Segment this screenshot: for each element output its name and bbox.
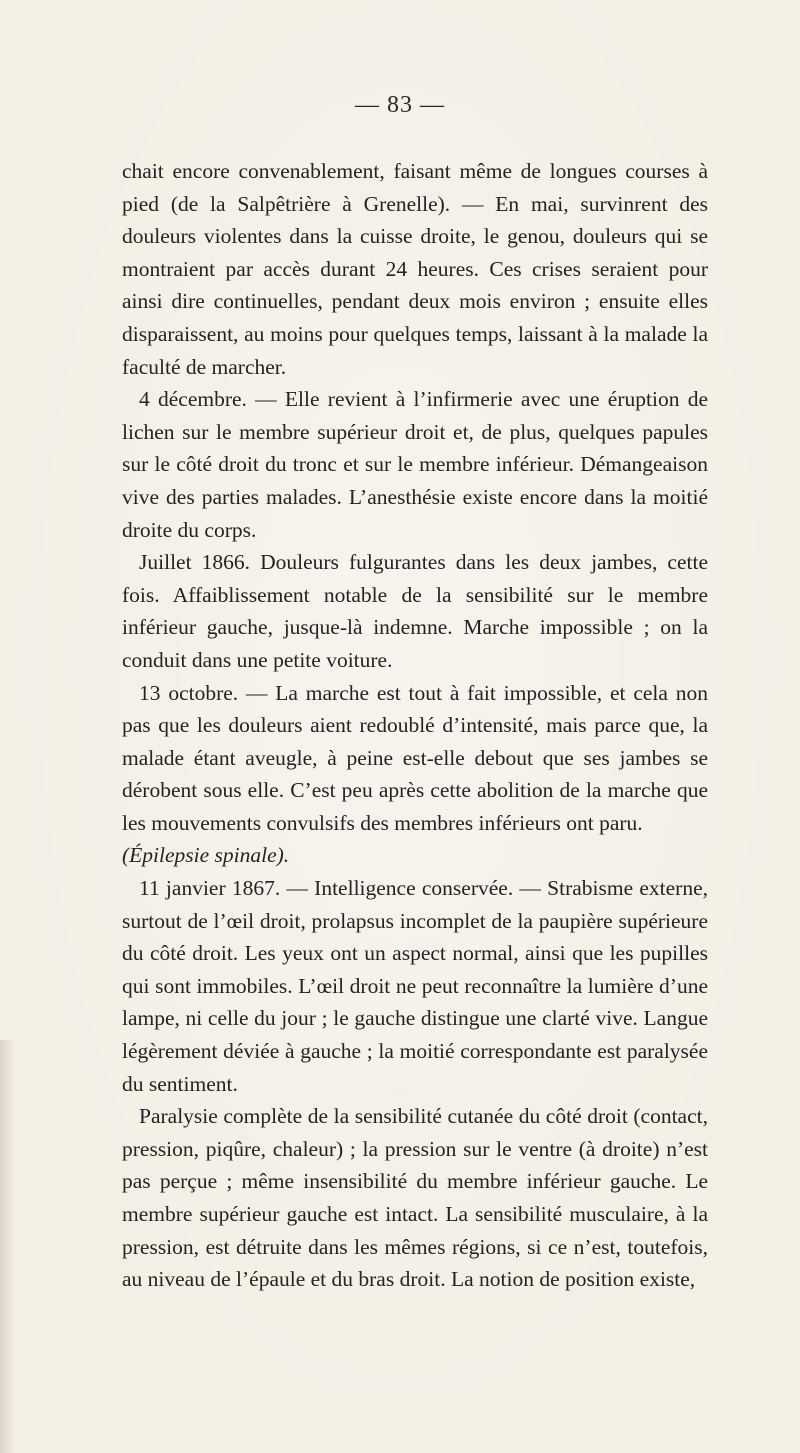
scan-edge-shadow	[0, 1040, 14, 1453]
paragraph-11-janvier-1867: 11 janvier 1867. — Intelligence conservée. — Strabisme externe, surtout de l’œil droit, prolapsus incomplet de la paupière supérieure du côté droit. Les yeux ont un aspect normal, ainsi que les pupilles qui sont immobiles. L’œil droit ne peut reconnaître la lumière d’une lampe, ni celle du jour ; le gauche distingue une clarté vive. Langue légèrement déviée à gauche ; la moitié correspondante est paralysée du sentiment.	[122, 876, 708, 1096]
paragraph-paralysie: Paralysie complète de la sensibilité cutanée du côté droit (contact, pression, piqûre, chaleur) ; la pression sur le ventre (à droite) n’est pas perçue ; même insensibilité du membre inférieur gauche. Le membre supérieur gauche est intact. La sensibilité musculaire, à la pression, est détruite dans les mêmes régions, si ce n’est, toutefois, au niveau de l’épaule et du bras droit. La notion de position existe,	[122, 1104, 708, 1292]
page-number: — 83 —	[355, 92, 445, 118]
paragraph-4-decembre: 4 décembre. — Elle revient à l’infirmerie avec une éruption de lichen sur le membre supérieur droit et, de plus, quelques papules sur le côté droit du tronc et sur le membre inférieur. Démangeaison vive des parties malades. L’anesthésie existe encore dans la moitié droite du corps.	[122, 387, 708, 542]
paragraph-continuation: chait encore convenablement, faisant même de longues courses à pied (de la Salpêtrière à Grenelle). — En mai, survinrent des douleurs violentes dans la cuisse droite, le genou, douleurs qui se montraient par accès durant 24 heures. Ces crises seraient pour ainsi dire continuelles, pendant deux mois environ ; ensuite elles disparaissent, au moins pour quelques temps, laissant à la malade la faculté de marcher.	[122, 159, 708, 379]
paragraph-13-octobre: 13 octobre. — La marche est tout à fait impossible, et cela non pas que les douleurs aient redoublé d’intensité, mais parce que, la malade étant aveugle, à peine est-elle debout que ses jambes se dérobent sous elle. C’est peu après cette abolition de la marche que les mouvements convulsifs des membres inférieurs ont paru.	[122, 680, 708, 835]
paragraph-epilepsie-spinale: (Épilepsie spinale).	[122, 843, 290, 868]
body-text	[122, 155, 708, 1296]
paragraph-juillet-1866: Juillet 1866. Douleurs fulgurantes dans les deux jambes, cette fois. Affaiblissement notable de la sensibilité sur le membre inférieur gauche, jusque-là indemne. Marche impossible ; on la conduit dans une petite voiture.	[122, 550, 708, 672]
